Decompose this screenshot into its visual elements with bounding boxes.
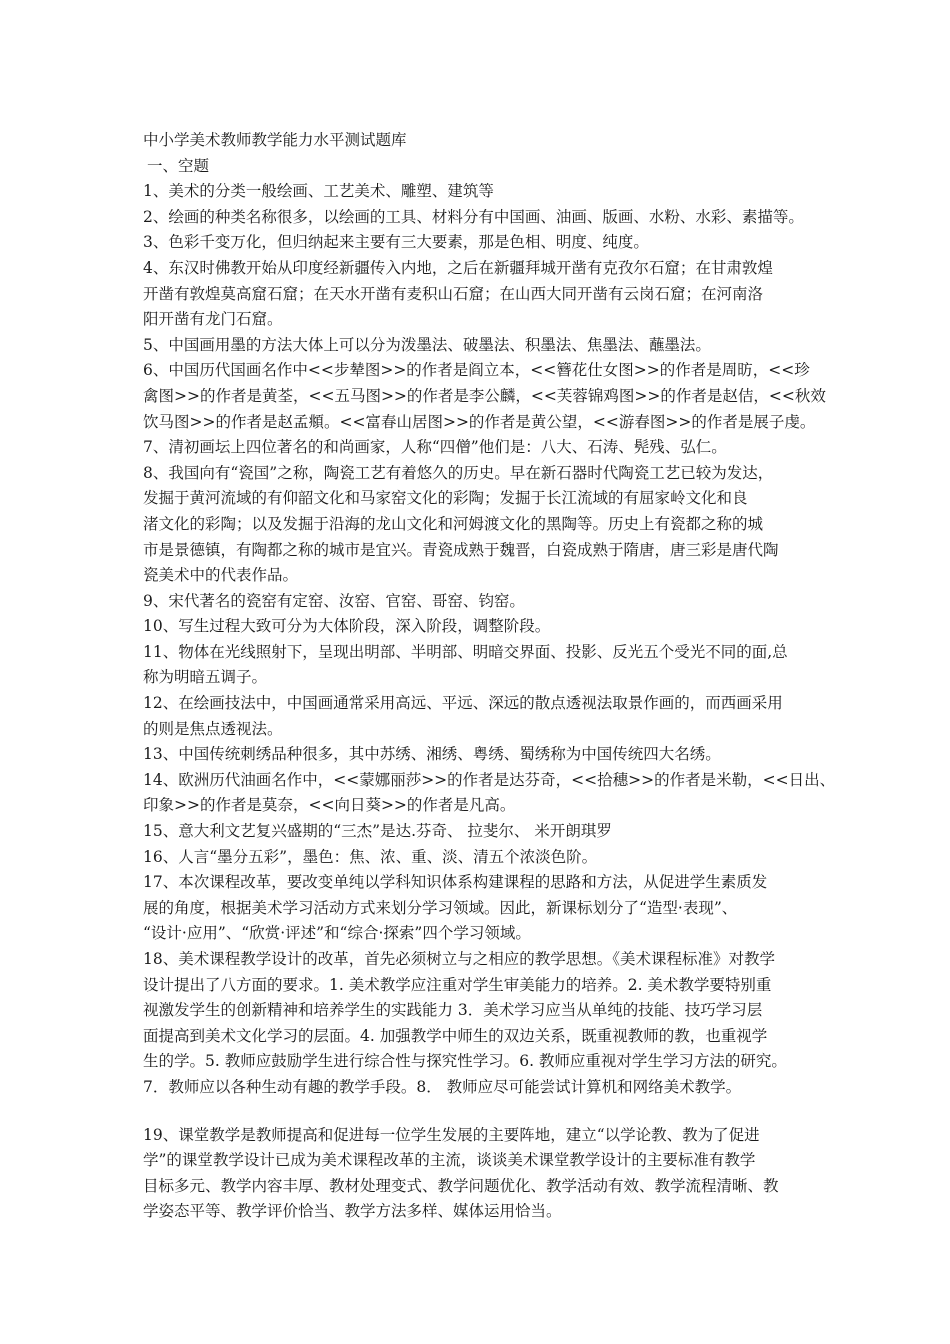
- text-line: 10、写生过程大致可分为大体阶段，深入阶段，调整阶段。: [143, 617, 551, 636]
- text-line: 学”的课堂教学设计已成为美术课程改革的主流，谈谈美术课堂教学设计的主要标准有教学: [143, 1151, 756, 1170]
- text-line: 的则是焦点透视法。: [143, 719, 283, 738]
- text-line: 17、本次课程改革，要改变单纯以学科知识体系构建课程的思路和方法，从促进学生素质发: [143, 873, 768, 892]
- text-line: 印象>>的作者是莫奈，<<向日葵>>的作者是凡高。: [143, 796, 516, 815]
- question-block-1: [143, 179, 836, 1100]
- text-line: 11、物体在光线照射下，呈现出明部、半明部、明暗交界面、投影、反光五个受光不同的面,总: [143, 642, 788, 661]
- document-page: [143, 128, 836, 1225]
- text-line: 4、东汉时佛教开始从印度经新疆传入内地，之后在新疆拜城开凿有克孜尔石窟；在甘肃敦煌: [143, 258, 773, 277]
- text-line: 设计提出了八方面的要求。1. 美术教学应注重对学生审美能力的培养。2. 美术教学要特别重: [143, 975, 772, 994]
- text-line: 面提高到美术文化学习的层面。4. 加强教学中师生的双边关系，既重视教师的教，也重视学: [143, 1026, 768, 1045]
- question-block-2: [143, 1123, 823, 1225]
- text-line: 称为明暗五调子。: [143, 668, 268, 687]
- text-line: 13、中国传统刺绣品种很多，其中苏绣、湘绣、粤绣、蜀绣称为中国传统四大名绣。: [143, 745, 721, 764]
- text-line: 2、绘画的种类名称很多，以绘画的工具、材料分有中国画、油画、版画、水粉、水彩、素描等。: [143, 207, 804, 226]
- text-line: 8、我国向有“瓷国”之称，陶瓷工艺有着悠久的历史。早在新石器时代陶瓷工艺已较为发达，: [143, 463, 774, 482]
- section-heading: 一、空题: [147, 156, 210, 175]
- text-line: 阳开凿有龙门石窟。: [143, 310, 283, 329]
- text-line: 7．教师应以各种生动有趣的教学手段。8． 教师应尽可能尝试计算机和网络美术教学。: [143, 1077, 742, 1096]
- text-line: 14、欧洲历代油画名作中，<<蒙娜丽莎>>的作者是达芬奇，<<拾穗>>的作者是米勒，<<日出、: [143, 770, 836, 789]
- text-line: 渚文化的彩陶；以及发掘于沿海的龙山文化和河姆渡文化的黑陶等。历史上有瓷都之称的城: [143, 514, 764, 533]
- text-line: 市是景德镇，有陶都之称的城市是宜兴。青瓷成熟于魏晋，白瓷成熟于隋唐，唐三彩是唐代陶: [143, 540, 779, 559]
- text-line: 瓷美术中的代表作品。: [143, 566, 299, 585]
- text-line: 1、美术的分类一般绘画、工艺美术、雕塑、建筑等: [143, 182, 494, 201]
- text-line: 18、美术课程教学设计的改革，首先必须树立与之相应的教学思想。《美术课程标准》对教学: [143, 950, 775, 968]
- text-line: 12、在绘画技法中，中国画通常采用高远、平远、深远的散点透视法取景作画的，而西画采用: [143, 694, 783, 713]
- document-title: 中小学美术教师教学能力水平测试题库: [143, 131, 407, 149]
- text-line: 目标多元、教学内容丰厚、教材处理变式、教学问题优化、教学活动有效、教学流程清晰、教: [143, 1176, 779, 1195]
- text-line: 16、人言“墨分五彩”，墨色：焦、浓、重、淡、清五个浓淡色阶。: [143, 847, 598, 866]
- text-line: 禽图>>的作者是黄荃，<<五马图>>的作者是李公麟，<<芙蓉锦鸡图>>的作者是赵佶，<<秋效: [143, 386, 826, 405]
- text-line: 生的学。5. 教师应鼓励学生进行综合性与探究性学习。6. 教师应重视对学生学习方法的研究。: [143, 1052, 787, 1071]
- text-line: 展的角度，根据美术学习活动方式来划分学习领域。因此，新课标划分了“造型·表现”、: [143, 898, 738, 917]
- text-line: 5、中国画用墨的方法大体上可以分为泼墨法、破墨法、积墨法、焦墨法、蘸墨法。: [143, 335, 711, 354]
- text-line: 学姿态平等、教学评价恰当、教学方法多样、媒体运用恰当。: [143, 1202, 562, 1221]
- text-line: 15、意大利文艺复兴盛期的“三杰”是达.芬奇、 拉斐尔、 米开朗琪罗: [143, 822, 612, 841]
- text-line: 视激发学生的创新精神和培养学生的实践能力 3．美术学习应当从单纯的技能、技巧学习层: [143, 1001, 763, 1020]
- text-line: 7、清初画坛上四位著名的和尚画家，人称“四僧”他们是：八大、石涛、髡残、弘仁。: [143, 438, 727, 457]
- text-line: “设计·应用”、“欣赏·评述”和“综合·探索”四个学习领域。: [143, 924, 531, 943]
- text-line: 3、色彩千变万化，但归纳起来主要有三大要素，那是色相、明度、纯度。: [143, 233, 649, 252]
- text-line: 19、课堂教学是教师提高和促进每一位学生发展的主要阵地，建立“以学论教、教为了促进: [143, 1125, 760, 1144]
- text-line: 6、中国历代国画名作中<<步辇图>>的作者是阎立本，<<簪花仕女图>>的作者是周昉，<<珍: [143, 361, 810, 380]
- text-line: 9、宋代著名的瓷窑有定窑、汝窑、官窑、哥窑、钧窑。: [143, 591, 525, 610]
- text-line: 开凿有敦煌莫高窟石窟；在天水开凿有麦积山石窟；在山西大同开凿有云岗石窟；在河南洛: [143, 284, 764, 303]
- text-line: 饮马图>>的作者是赵孟頫。<<富春山居图>>的作者是黄公望，<<游春图>>的作者是展子虔。: [143, 412, 816, 431]
- paragraph-gap: [143, 1101, 823, 1123]
- text-line: 发掘于黄河流域的有仰韶文化和马家窑文化的彩陶；发掘于长江流域的有屈家岭文化和良: [143, 489, 748, 508]
